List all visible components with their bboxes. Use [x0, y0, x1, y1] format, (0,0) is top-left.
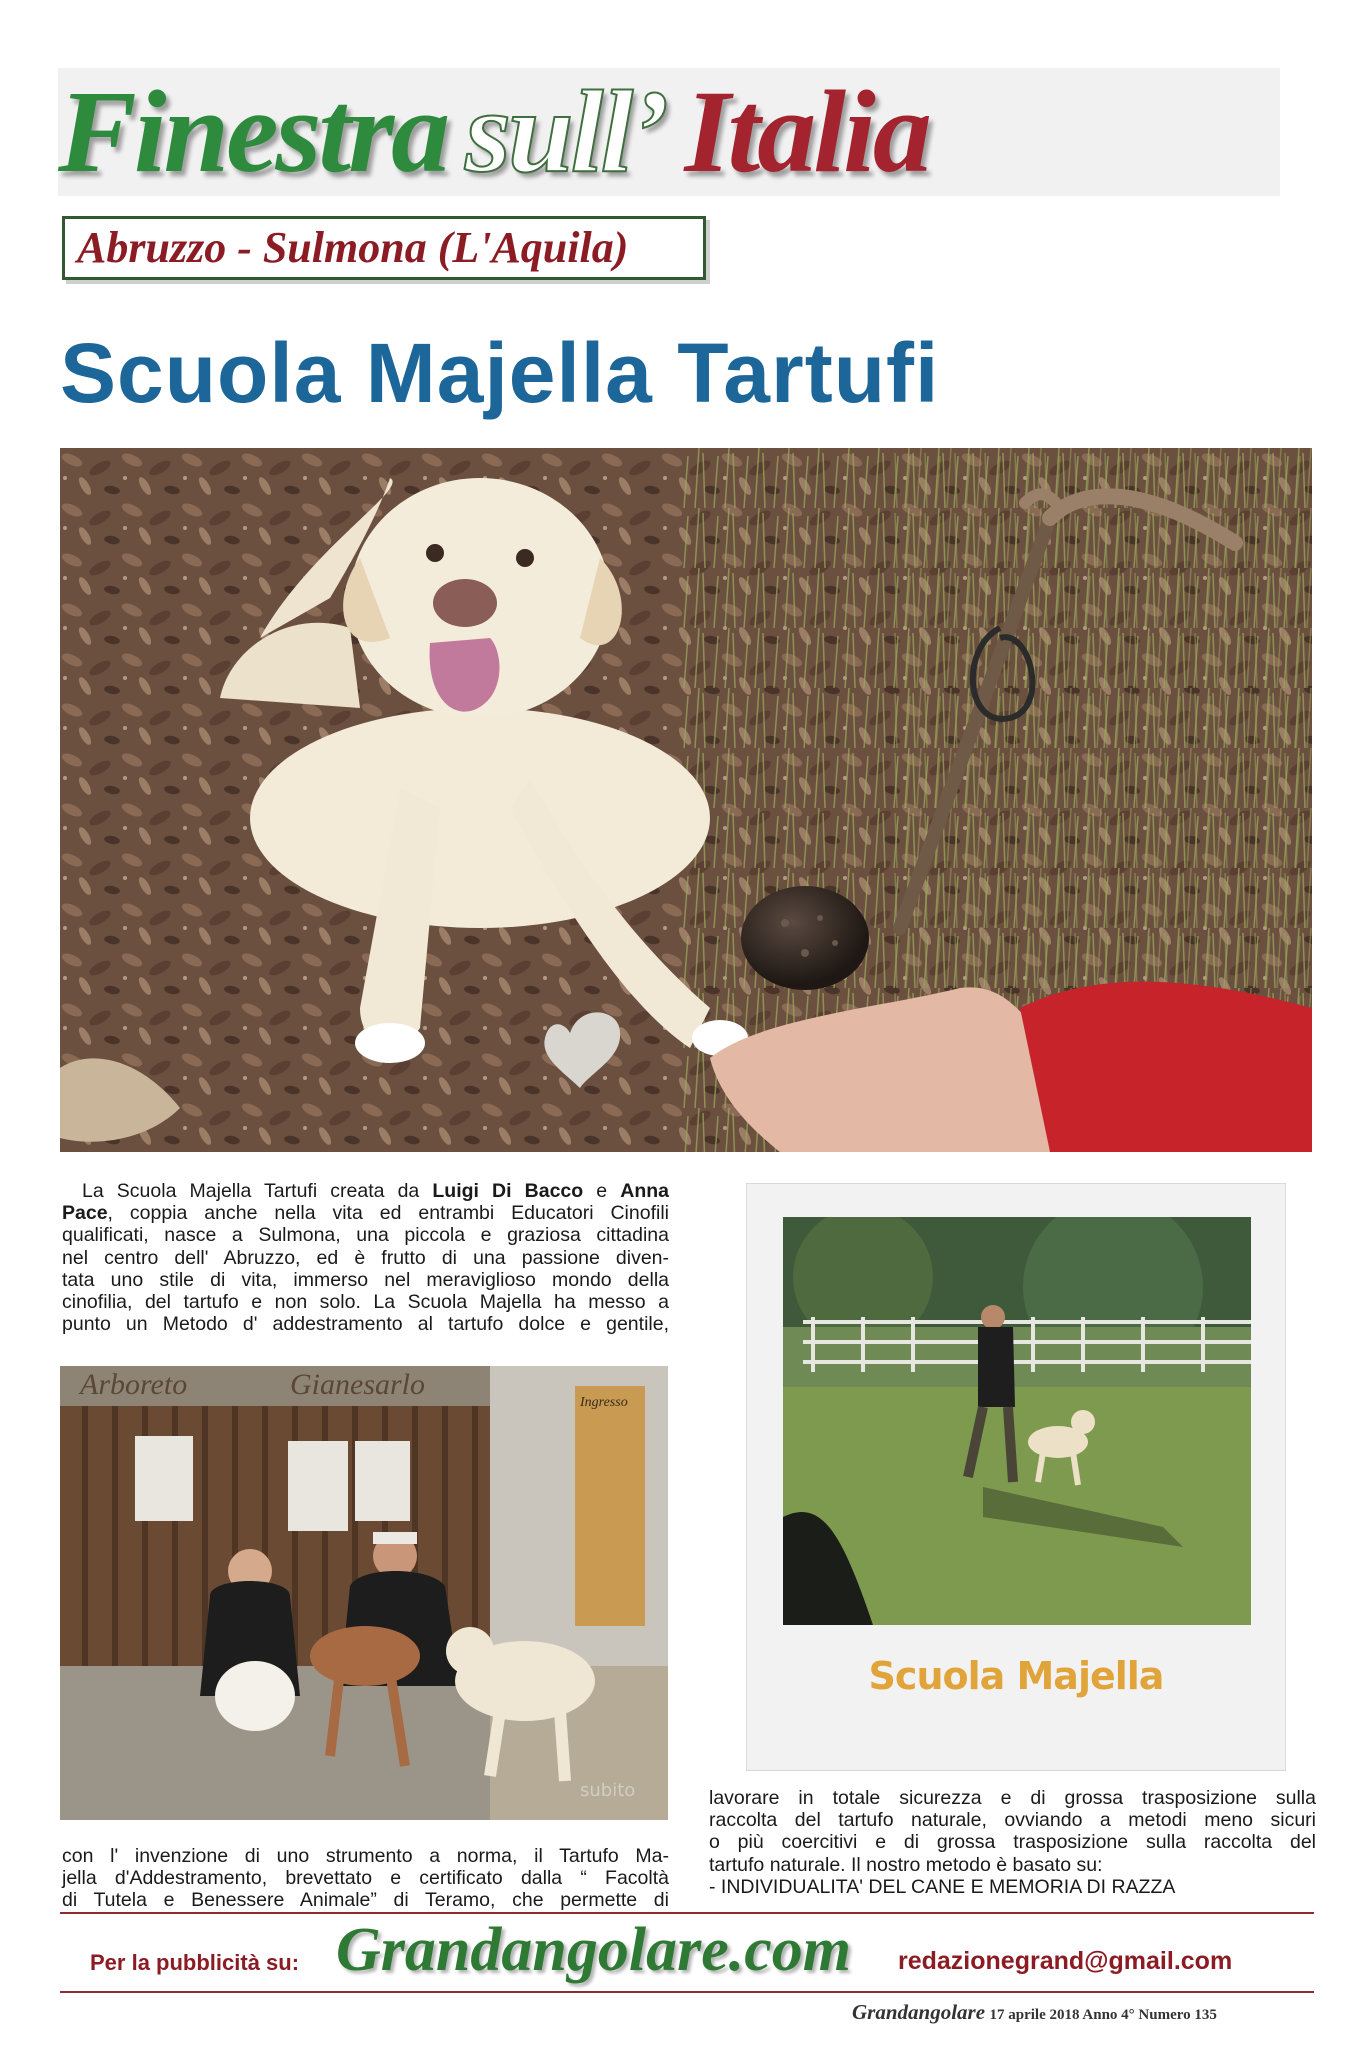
- article-text: e: [583, 1180, 621, 1202]
- region-label: Abruzzo - Sulmona (L'Aquila): [77, 223, 629, 272]
- footer-divider-bottom: [60, 1991, 1314, 1993]
- polaroid-photo-dog-training: [783, 1217, 1251, 1625]
- footer-divider-top: [60, 1912, 1314, 1914]
- article-paragraph-3: [709, 1787, 1316, 1898]
- article-text: , coppia anche nella vita ed entrambi Educatori Cinofili: [107, 1202, 669, 1225]
- article-line: punto un Metodo d' addestramento al tartufo dolce e gentile,: [62, 1313, 669, 1336]
- masthead: [58, 68, 1280, 196]
- article-line: tata uno stile di vita, immerso nel meraviglioso mondo della: [62, 1268, 669, 1291]
- author-name-luigi: Luigi Di Bacco: [432, 1180, 584, 1202]
- article-line: con l' invenzione di uno strumento a norma, il Tartufo Ma-: [62, 1845, 669, 1867]
- article-paragraph-2: [62, 1845, 669, 1912]
- ad-website-link[interactable]: Grandangolare.com: [336, 1916, 851, 1984]
- article-line: [62, 1202, 669, 1224]
- polaroid-caption: Scuola Majella: [868, 1654, 1164, 1698]
- region-label-box: [62, 216, 706, 280]
- issue-info: 17 aprile 2018 Anno 4° Numero 135: [989, 2007, 1217, 2023]
- article-line: di Tutela e Benessere Animale” di Teramo, che permette di: [62, 1889, 669, 1912]
- article-line: jella d'Addestramento, brevettato e certificato dalla “ Facoltà: [62, 1867, 669, 1890]
- publication-name: Grandangolare: [852, 2000, 986, 2024]
- ad-email-link[interactable]: redazionegrand@gmail.com: [898, 1947, 1233, 1975]
- article-line: raccolta del tartufo naturale, ovviando a metodi meno sicuri: [709, 1809, 1316, 1832]
- issue-line: [852, 2000, 1217, 2025]
- article-paragraph-1: [62, 1180, 669, 1335]
- article-text: La Scuola Majella Tartufi creata da: [82, 1180, 433, 1202]
- article-line: qualificati, nasce a Sulmona, una piccola e graziosa cittadina: [62, 1224, 669, 1247]
- sign-ingresso: Ingresso: [580, 1395, 628, 1410]
- article-line: cinofilia, del tartufo e non solo. La Scuola Majella ha messo a: [62, 1291, 669, 1314]
- article-line: tartufo naturale. Il nostro metodo è basato su:: [709, 1853, 1103, 1876]
- article-line: nel centro dell' Abruzzo, ed è frutto di una passione diven-: [62, 1246, 669, 1269]
- sign-giancarlo: Gianesarlo: [290, 1368, 425, 1401]
- masthead-word-italia: Italia: [684, 66, 929, 197]
- article-line: lavorare in totale sicurezza e di grossa trasposizione sulla: [709, 1787, 1316, 1809]
- article-line: [62, 1180, 669, 1202]
- article-line: - INDIVIDUALITA' DEL CANE E MEMORIA DI RAZZA: [709, 1875, 1176, 1898]
- author-name-pace: Pace: [62, 1202, 108, 1225]
- page-title: Scuola Majella Tartufi: [60, 326, 940, 420]
- polaroid-frame: [746, 1183, 1286, 1771]
- masthead-word-sull: sull’: [465, 66, 667, 197]
- photo-couple-with-dogs: [60, 1366, 668, 1820]
- main-photo-dog-truffle: [60, 448, 1312, 1152]
- masthead-title: [58, 62, 929, 202]
- article-line: o più coercitivi e di grossa trasposizione sulla raccolta del: [709, 1831, 1316, 1854]
- ad-label: Per la pubblicità su:: [90, 1950, 300, 1975]
- photo-watermark: subito: [580, 1780, 636, 1801]
- author-name-anna: Anna: [620, 1180, 669, 1202]
- masthead-word-finestra: Finestra: [58, 66, 448, 197]
- sign-arboreto: Arboreto: [80, 1368, 188, 1401]
